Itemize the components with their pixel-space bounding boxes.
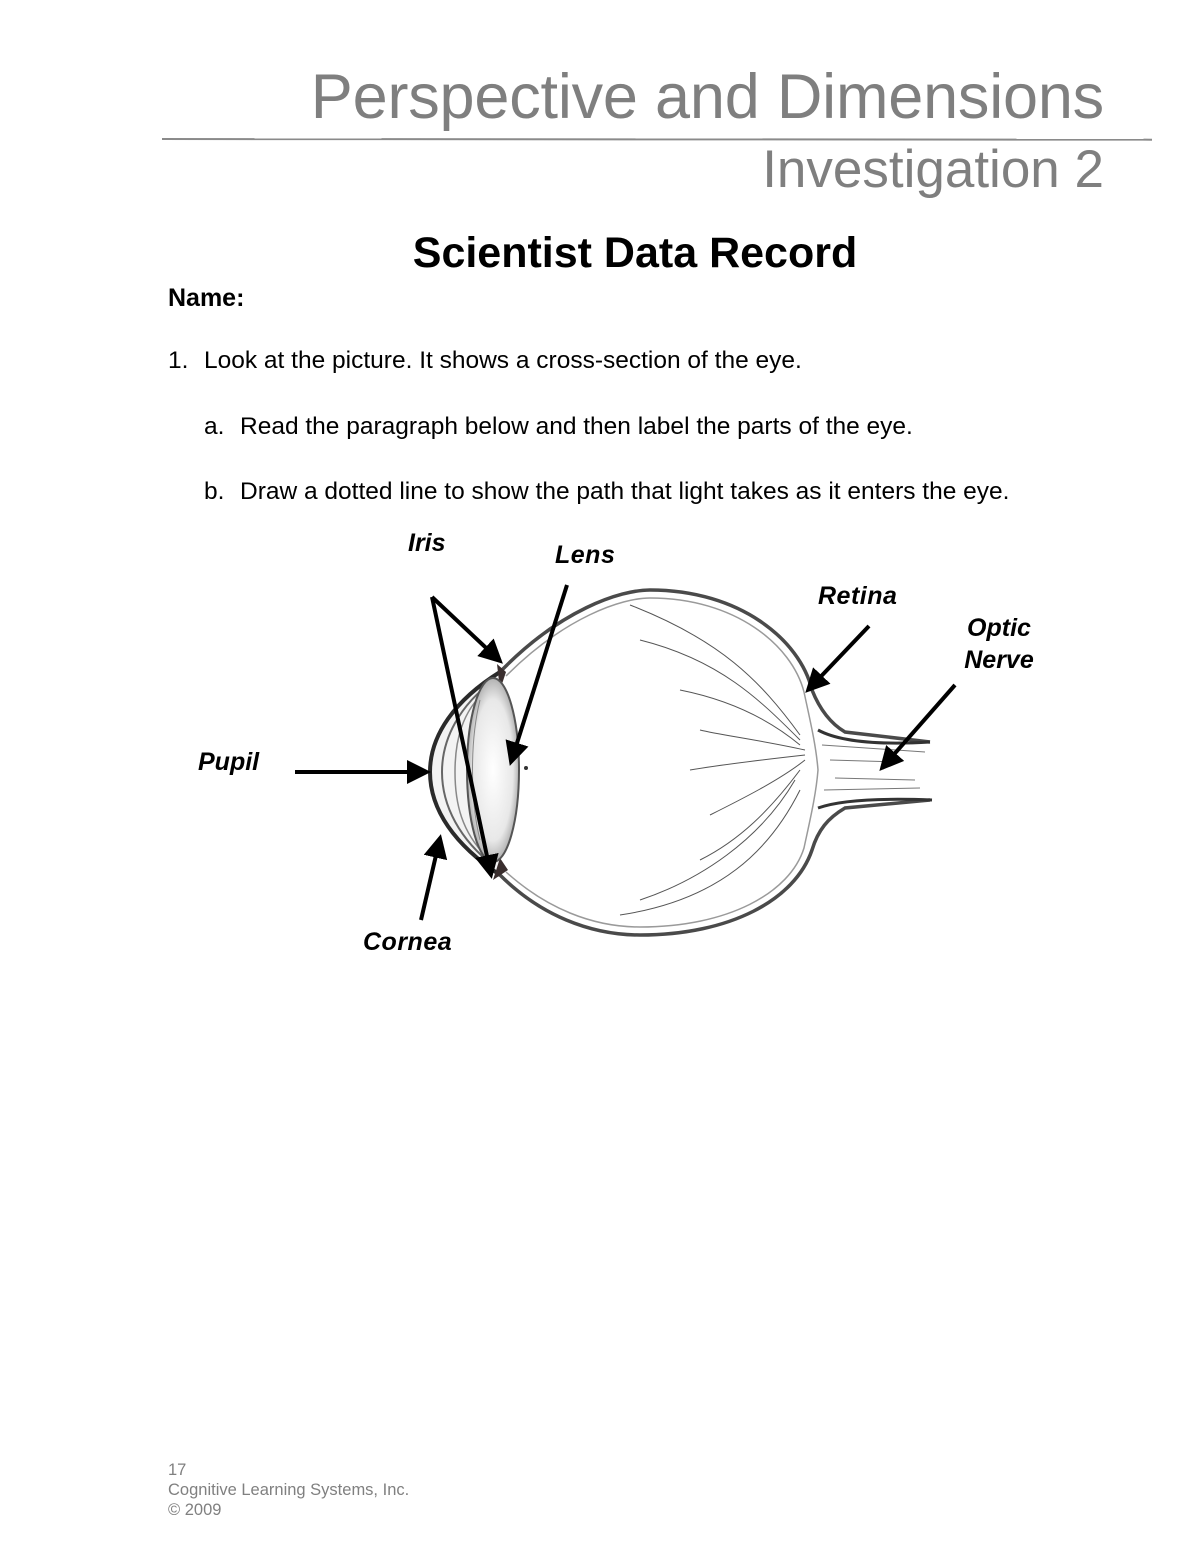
subitem-text: Read the paragraph below and then label the parts of the eye.: [240, 413, 913, 440]
label-iris: Iris: [408, 529, 446, 557]
label-lens: Lens: [555, 541, 616, 569]
optic-nerve-arrow: [882, 685, 955, 768]
lens: [467, 678, 519, 862]
footer: [168, 1460, 409, 1520]
eyeball: [500, 590, 932, 935]
cornea: [430, 672, 500, 875]
question-1b: [204, 480, 1009, 505]
header-subtitle: Investigation 2: [762, 140, 1104, 199]
lens-arrow: [511, 585, 567, 762]
header-title: Perspective and Dimensions: [310, 62, 1104, 132]
iris-arrow-lower: [432, 597, 491, 875]
question-1a: [204, 415, 913, 440]
label-cornea: Cornea: [363, 928, 453, 956]
cornea-arrow: [421, 838, 440, 920]
subitem-text: Draw a dotted line to show the path that light takes as it enters the eye.: [240, 478, 1010, 505]
retina-arrow: [808, 626, 869, 690]
label-optic-nerve-line1: Optic: [967, 614, 1031, 642]
label-retina: Retina: [818, 582, 898, 610]
question-number: 1.: [168, 347, 189, 374]
iris-arrow-upper: [432, 597, 500, 661]
question-1: [168, 349, 802, 374]
iris: [493, 664, 508, 880]
label-optic-nerve: [958, 612, 1040, 676]
copyright: © 2009: [168, 1501, 222, 1519]
document-title: Scientist Data Record: [412, 229, 858, 277]
page-number: 17: [168, 1461, 187, 1479]
subitem-letter: b.: [204, 478, 225, 505]
name-label: Name:: [168, 284, 245, 312]
publisher: Cognitive Learning Systems, Inc.: [168, 1481, 410, 1499]
question-text: Look at the picture. It shows a cross-section of the eye.: [204, 347, 802, 374]
label-pupil: Pupil: [198, 748, 260, 776]
subitem-letter: a.: [204, 413, 225, 440]
label-optic-nerve-line2: Nerve: [964, 646, 1034, 674]
